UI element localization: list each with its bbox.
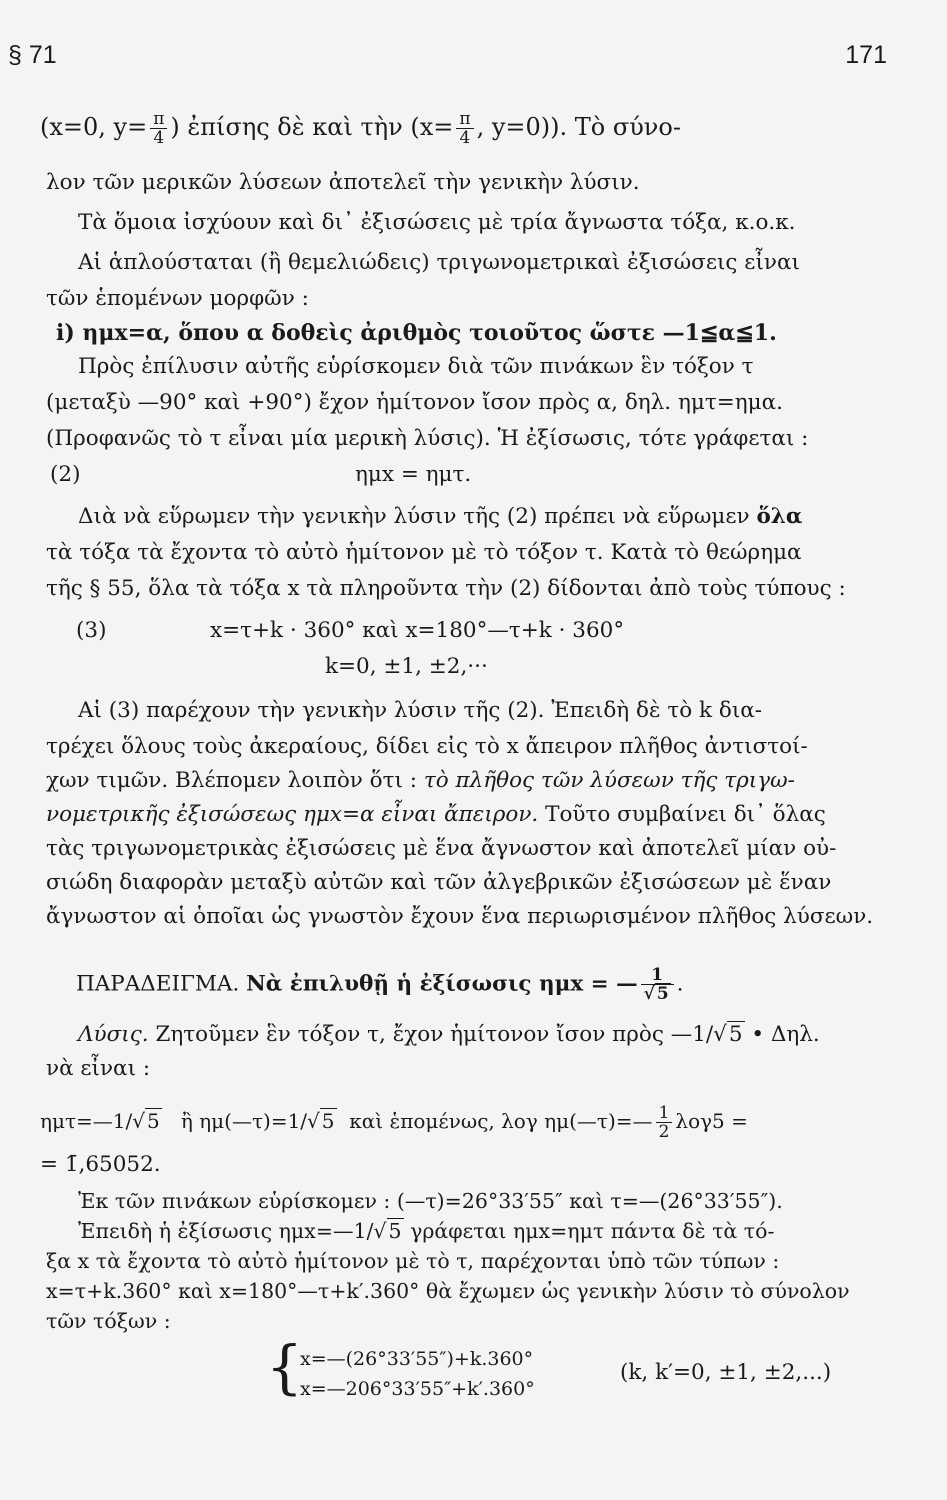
solution-line-8: x=τ+k.360° καὶ x=180°—τ+k′.360° θὰ ἔχωμεν ὡς γενικὴν λύσιν τὸ σύνολον: [46, 1279, 850, 1303]
final-solution-condition: (k, k′=0, ±1, ±2,...): [620, 1360, 832, 1385]
solution-line-3: ημτ=—1/√ 5 ἢ ημ(—τ)=1/√ 5 καὶ ἑπομένως, λογ ημ(—τ)=— $\frac{1}{2}$ λογ5 =: [40, 1103, 748, 1142]
paragraph-6-line-5: τὰς τριγωνομετρικὰς ἐξισώσεις μὲ ἕνα ἄγνωστον καὶ ἀποτελεῖ μίαν οὐ-: [46, 836, 837, 861]
example-heading: ΠΑΡΑΔΕΙΓΜΑ. Νὰ ἐπιλυθῇ ἡ ἐξίσωσις ημx = — $\frac{1}{√ 5}$ .: [76, 965, 684, 1004]
paragraph-6-line-4: νομετρικῆς ἐξισώσεως ημx=α εἶναι ἄπειρον. Τοῦτο συμβαίνει δι᾽ ὅλας: [46, 802, 826, 827]
paragraph-4-line-3: (Προφανῶς τὸ τ εἶναι μία μερικὴ λύσις). Ἡ ἐξίσωσις, τότε γράφεται :: [46, 426, 809, 451]
paragraph-5-line-2: τὰ τόξα τὰ ἔχοντα τὸ αὐτὸ ἡμίτονον μὲ τὸ τόξον τ. Κατὰ τὸ θεώρημα: [46, 540, 802, 565]
equation-3-k-values: k=0, ±1, ±2,···: [325, 654, 488, 679]
solution-line-5: Ἐκ τῶν πινάκων εὑρίσκομεν : (—τ)=26°33′55″ καὶ τ=—(26°33′55″).: [78, 1189, 783, 1213]
solution-line-1: Λύσις. Ζητοῦμεν ἓν τόξον τ, ἔχον ἡμίτονον ἴσον πρὸς —1/√5 • Δηλ.: [78, 1022, 820, 1047]
equation-3-number: (3): [76, 618, 107, 643]
paragraph-6-line-2: τρέχει ὅλους τοὺς ἀκεραίους, δίδει εἰς τὸ x ἄπειρον πλῆθος ἀντιστοί-: [46, 734, 808, 759]
final-solution-row-1: x=—(26°33′55″)+k.360°: [300, 1348, 534, 1370]
solution-line-6: Ἐπειδὴ ἡ ἐξίσωσις ημx=—1/√5 γράφεται ημx=ημτ πάντα δὲ τὰ τό-: [78, 1219, 775, 1243]
fraction-1-over-sqrt5: $\frac{1}{√ 5}$: [641, 966, 674, 1003]
paragraph-4-line-2: (μεταξὺ —90° καὶ +90°) ἔχον ἡμίτονον ἴσον πρὸς α, δηλ. ημτ=ημα.: [46, 390, 783, 415]
paragraph-2-line-1: Τὰ ὅμοια ἰσχύουν καὶ δι᾽ ἐξισώσεις μὲ τρία ἄγνωστα τόξα, κ.ο.κ.: [78, 210, 796, 235]
equation-2-number: (2): [50, 462, 81, 487]
equation-2: ημx = ημτ.: [355, 462, 472, 487]
paragraph-5-line-3: τῆς § 55, ὅλα τὰ τόξα x τὰ πληροῦντα τὴν (2) δίδονται ἀπὸ τοὺς τύπους :: [46, 576, 846, 601]
paragraph-5-line-1: Διὰ νὰ εὕρωμεν τὴν γενικὴν λύσιν τῆς (2) πρέπει νὰ εὕρωμεν ὅλα: [78, 504, 803, 529]
solution-line-7: ξα x τὰ ἔχοντα τὸ αὐτὸ ἡμίτονον μὲ τὸ τ, παρέχονται ὑπὸ τῶν τύπων :: [46, 1249, 780, 1273]
paragraph-6-line-1: Αἱ (3) παρέχουν τὴν γενικὴν λύσιν τῆς (2). Ἐπειδὴ δὲ τὸ k δια-: [78, 698, 763, 723]
paragraph-3-line-1: Αἱ ἁπλούσταται (ἢ θεμελιώδεις) τριγωνομετρικαὶ ἐξισώσεις εἶναι: [78, 250, 800, 275]
fraction-1-over-2: $\frac{1}{2}$: [656, 1104, 673, 1141]
paragraph-1-line-2: λον τῶν μερικῶν λύσεων ἀποτελεῖ τὴν γενικὴν λύσιν.: [46, 170, 640, 195]
paragraph-6-line-3: χων τιμῶν. Βλέπομεν λοιπὸν ὅτι : τὸ πλῆθος τῶν λύσεων τῆς τριγω-: [46, 768, 795, 793]
left-brace: {: [266, 1333, 303, 1401]
solution-line-4: = 1̄,65052.: [40, 1152, 161, 1177]
page-header: [8, 40, 887, 70]
case-i-heading: i) ημx=α, ὅπου α δοθεὶς ἀριθμὸς τοιοῦτος ὥστε —1≦α≦1.: [56, 320, 777, 346]
fraction-pi-over-4: $\frac{\pi}{4}$: [456, 110, 473, 147]
paragraph-1-line-1: (x=0, y= $\frac{\pi}{4}$ ) ἐπίσης δὲ καὶ τὴν (x= $\frac{\pi}{4}$ , y=0)). Τὸ σύνο-: [40, 109, 681, 148]
paragraph-6-line-6: σιώδη διαφορὰν μεταξὺ αὐτῶν καὶ τῶν ἀλγεβρικῶν ἐξισώσεων μὲ ἕναν: [46, 870, 832, 895]
fraction-pi-over-4: $\frac{\pi}{4}$: [150, 110, 167, 147]
paragraph-4-line-1: Πρὸς ἐπίλυσιν αὐτῆς εὑρίσκομεν διὰ τῶν πινάκων ἓν τόξον τ: [78, 354, 754, 379]
final-solution-row-2: x=—206°33′55″+k′.360°: [300, 1378, 535, 1400]
solution-line-9: τῶν τόξων :: [46, 1309, 171, 1333]
section-number: § 71: [8, 41, 57, 69]
page-number: 171: [845, 41, 887, 69]
paragraph-6-line-7: ἄγνωστον αἱ ὁποῖαι ὡς γνωστὸν ἔχουν ἕνα περιωρισμένον πλῆθος λύσεων.: [46, 904, 874, 929]
equation-3: x=τ+k · 360° καὶ x=180°—τ+k · 360°: [210, 618, 625, 643]
paragraph-3-line-2: τῶν ἑπομένων μορφῶν :: [46, 286, 309, 311]
solution-line-2: νὰ εἶναι :: [46, 1056, 151, 1081]
